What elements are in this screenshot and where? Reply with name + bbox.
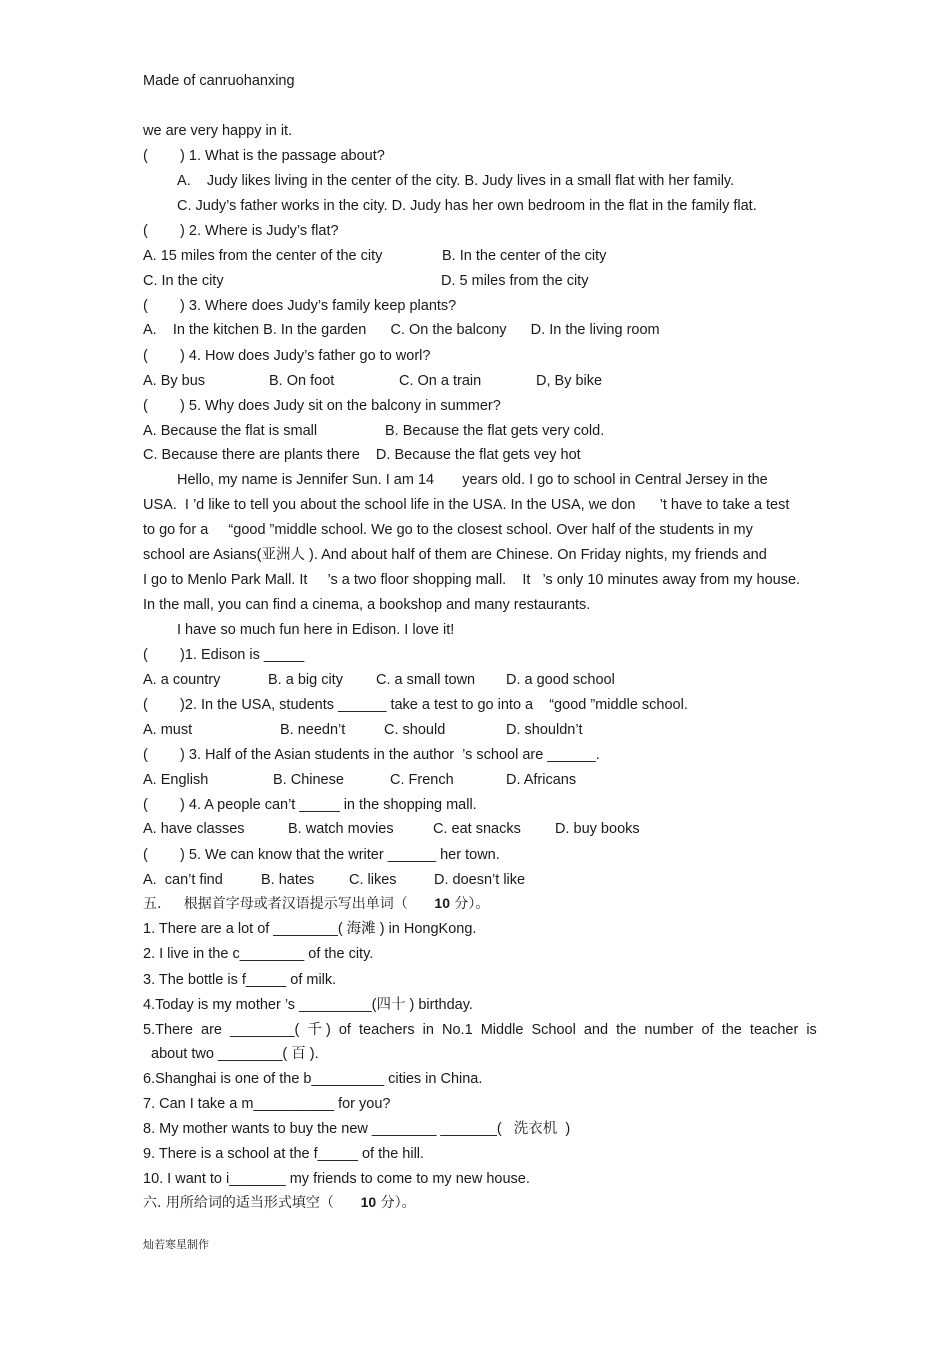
option-b: B. a big city bbox=[268, 672, 343, 688]
passage-line: USA. I ’d like to tell you about the school life in the USA. In the USA, we don ’t have to take a test bbox=[143, 497, 790, 513]
option-b: B. watch movies bbox=[288, 821, 394, 837]
option-c: C. a small town bbox=[376, 672, 476, 688]
section-five-heading: 五. 根据首字母或者汉语提示写出单词（ 10 分）。 bbox=[143, 895, 490, 912]
fill-item: 7. Can I take a m__________ for you? bbox=[143, 1096, 391, 1112]
passage-line: I have so much fun here in Edison. I love it! bbox=[177, 622, 455, 638]
option-a: A. Because the flat is small bbox=[143, 423, 318, 439]
question-line: ( ) 4. A people can’t _____ in the shopping mall. bbox=[143, 797, 477, 813]
question-line: ( )2. In the USA, students ______ take a test to go into a “good ”middle school. bbox=[143, 697, 688, 713]
option-c: C. likes bbox=[349, 872, 397, 888]
option-a: A. By bus bbox=[143, 373, 206, 389]
fill-item: 8. My mother wants to buy the new ________ _______( 洗衣机 ) bbox=[143, 1121, 571, 1137]
fill-item: about two ________( 百 ). bbox=[151, 1046, 319, 1062]
option-a: A. 15 miles from the center of the city bbox=[143, 248, 383, 264]
option-a: A. a country bbox=[143, 672, 221, 688]
option-d: D. 5 miles from the city bbox=[441, 273, 589, 289]
option-b: B. Because the flat gets very cold. bbox=[385, 423, 605, 439]
passage-line: Hello, my name is Jennifer Sun. I am 14 years old. I go to school in Central Jersey in the bbox=[177, 472, 768, 488]
option-line: C. Judy’s father works in the city. D. Judy has her own bedroom in the flat in the family flat. bbox=[177, 198, 757, 214]
question-line: ( ) 5. We can know that the writer ______ her town. bbox=[143, 847, 500, 863]
fill-item: 3. The bottle is f_____ of milk. bbox=[143, 972, 337, 988]
option-d: D. a good school bbox=[506, 672, 615, 688]
section-six-heading: 六. 用所给词的适当形式填空（ 10 分）。 bbox=[143, 1194, 416, 1211]
question-line: ( ) 1. What is the passage about? bbox=[143, 148, 385, 164]
option-a: A. have classes bbox=[143, 821, 245, 837]
option-a: A. English bbox=[143, 772, 209, 788]
passage-line: In the mall, you can find a cinema, a bookshop and many restaurants. bbox=[143, 597, 591, 613]
fill-item: 2. I live in the c________ of the city. bbox=[143, 946, 374, 962]
option-b: B. On foot bbox=[269, 373, 335, 389]
option-b: B. hates bbox=[261, 872, 315, 888]
fill-item: 4.Today is my mother ’s _________(四十 ) birthday. bbox=[143, 997, 473, 1013]
option-b: B. needn’t bbox=[280, 722, 346, 738]
question-line: ( ) 4. How does Judy’s father go to worl? bbox=[143, 348, 431, 364]
option-b: B. Chinese bbox=[273, 772, 344, 788]
question-line: ( )1. Edison is _____ bbox=[143, 647, 305, 663]
option-c: C. In the city bbox=[143, 273, 224, 289]
option-line: C. Because there are plants there D. Because the flat gets vey hot bbox=[143, 447, 581, 463]
fill-item: 5.There are ________( 千 ) of teachers in No.1 Middle School and the number of the teacher is bbox=[143, 1022, 817, 1038]
option-c: C. French bbox=[390, 772, 454, 788]
option-c: C. On a train bbox=[399, 373, 482, 389]
option-a: A. can’t find bbox=[143, 872, 223, 888]
option-line: A. Judy likes living in the center of the city. B. Judy lives in a small flat with her family. bbox=[177, 173, 735, 189]
fill-item: 6.Shanghai is one of the b_________ cities in China. bbox=[143, 1071, 483, 1087]
option-c: C. should bbox=[384, 722, 446, 738]
question-line: ( ) 2. Where is Judy’s flat? bbox=[143, 223, 339, 239]
page-footer: 灿若寒星制作 bbox=[143, 1239, 209, 1251]
fill-item: 10. I want to i_______ my friends to come to my new house. bbox=[143, 1171, 530, 1187]
passage-line: school are Asians(亚洲人 ). And about half of them are Chinese. On Friday nights, my friends and bbox=[143, 547, 767, 563]
option-c: C. eat snacks bbox=[433, 821, 521, 837]
fill-item: 9. There is a school at the f_____ of the hill. bbox=[143, 1146, 425, 1162]
option-a: A. must bbox=[143, 722, 193, 738]
option-d: D. buy books bbox=[555, 821, 640, 837]
fill-item: 1. There are a lot of ________( 海滩 ) in HongKong. bbox=[143, 921, 477, 937]
question-line: ( ) 3. Where does Judy’s family keep plants? bbox=[143, 298, 457, 314]
option-d: D. shouldn’t bbox=[506, 722, 583, 738]
question-line: ( ) 5. Why does Judy sit on the balcony in summer? bbox=[143, 398, 501, 414]
passage-line: to go for a “good ”middle school. We go to the closest school. Over half of the students in my bbox=[143, 522, 753, 538]
option-line: A. In the kitchen B. In the garden C. On the balcony D. In the living room bbox=[143, 322, 660, 338]
option-d: D, By bike bbox=[536, 373, 603, 389]
option-d: D. doesn’t like bbox=[434, 872, 526, 888]
option-b: B. In the center of the city bbox=[442, 248, 607, 264]
option-d: D. Africans bbox=[506, 772, 577, 788]
question-line: ( ) 3. Half of the Asian students in the author ’s school are ______. bbox=[143, 747, 600, 763]
page-header: Made of canruohanxing bbox=[143, 73, 295, 89]
passage-line: I go to Menlo Park Mall. It ’s a two floor shopping mall. It ’s only 10 minutes away from my house. bbox=[143, 572, 801, 588]
text-line: we are very happy in it. bbox=[143, 123, 293, 139]
